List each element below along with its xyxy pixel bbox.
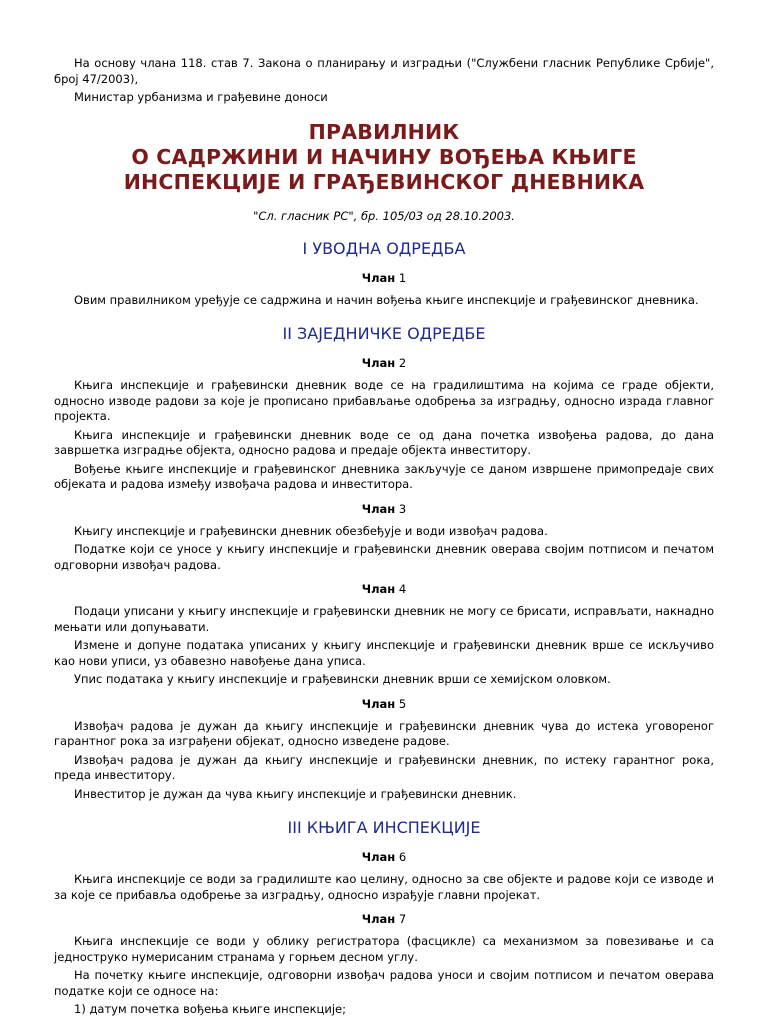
article-word: Члан: [361, 270, 396, 285]
article-heading: [54, 912, 714, 927]
article-paragraph: Подаци уписани у књигу инспекције и грађевински дневник не могу се брисати, исправљати, накнадно мењати или допуњавати.: [54, 604, 714, 634]
article-word: Члан: [361, 582, 396, 596]
intro-paragraph: Министар урбанизма и грађевине доноси: [74, 90, 328, 104]
article-number: 3: [398, 501, 407, 516]
article-heading: [54, 271, 714, 286]
article-paragraph: Измене и допуне података уписаних у књигу инспекције и грађевински дневник врше се искључиво као нови уписи, уз обавезно навођење дана уписа.: [54, 638, 714, 668]
article-number: 1: [398, 270, 407, 285]
section-heading: II ЗАЈЕДНИЧКЕ ОДРЕДБЕ: [282, 324, 486, 343]
article-heading: [54, 850, 714, 865]
document-page: [54, 56, 714, 1018]
article-heading: [54, 356, 714, 371]
article-number: 4: [398, 582, 407, 596]
article-paragraph: Вођење књиге инспекције и грађевинског дневника закључује се даном извршене примопредаје свих објеката и радова између извођача радова и инвеститора.: [54, 461, 714, 491]
article-number: 7: [398, 912, 407, 926]
article-heading: [54, 697, 714, 712]
article-paragraph: Књига инспекције и грађевински дневник воде се од дана почетка извођења радова, до дана завршетка изградње објекта, односно радова и предаје објекта инвеститору.: [54, 427, 714, 457]
title-line: О САДРЖИНИ И НАЧИНУ ВОЂЕЊА КЊИГЕ: [131, 144, 637, 169]
document-title: [54, 120, 714, 195]
article-paragraph: Инвеститор је дужан да чува књигу инспекције и грађевински дневник.: [74, 786, 517, 801]
article-word: Члан: [361, 912, 396, 926]
article-paragraph: На почетку књиге инспекције, одговорни извођач радова уноси и својим потписом и печатом оверава податке који се односе на:: [54, 968, 714, 998]
title-line: ИНСПЕКЦИЈЕ И ГРАЂЕВИНСКОГ ДНЕВНИКА: [123, 169, 645, 194]
gazette-reference: "Сл. гласник РС", бр. 105/03 од 28.10.2003.: [253, 208, 515, 223]
section-heading: III КЊИГА ИНСПЕКЦИЈЕ: [287, 818, 481, 837]
article-paragraph: Књига инспекције и грађевински дневник воде се на градилиштима на којима се граде објекти, односно изводе радови за које је прописано прибављање одобрења за изградњу, односно израда главног пројекта.: [54, 378, 714, 423]
article-word: Члан: [361, 696, 396, 711]
article-number: 6: [398, 850, 407, 864]
article-number: 5: [398, 696, 407, 711]
article-word: Члан: [361, 501, 396, 516]
article-paragraph: Књига инспекције се води за градилиште као целину, односно за све објекте и радове који се изводе и за које се прибавља одобрење за изградњу, односно израђује главни пројекат.: [54, 872, 714, 902]
section-heading: I УВОДНА ОДРЕДБА: [302, 238, 466, 258]
article-paragraph: Књига инспекције се води у облику регистратора (фасцикле) са механизмом за повезивање и са једнострукo нумерисаним странама у горњем десном углу.: [54, 934, 714, 964]
document-body: [54, 239, 714, 1018]
article-word: Члан: [361, 356, 396, 370]
article-paragraph: Књигу инспекције и грађевински дневник обезбеђује и води извођач радова.: [74, 523, 548, 538]
article-paragraph: Овим правилником уређује се садржина и начин вођења књиге инспекције и грађевинског дневника.: [74, 292, 699, 307]
intro-paragraph: На основу члана 118. став 7. Закона о планирању и изградњи ("Службени гласник Републике Србије", број 47/2003),: [54, 56, 714, 86]
article-heading: [54, 502, 714, 517]
article-paragraph: 1) датум почетка вођења књиге инспекције;: [74, 1002, 347, 1016]
article-paragraph: Податке који се уносе у књигу инспекције и грађевински дневник оверава својим потписом и печатом одговорни извођач радова.: [54, 542, 714, 572]
article-number: 2: [398, 356, 407, 370]
title-line: ПРАВИЛНИК: [308, 119, 460, 144]
article-heading: [54, 582, 714, 597]
article-paragraph: Извођач радова је дужан да књигу инспекције и грађевински дневник, по истеку гарантног рока, преда инвеститору.: [54, 752, 714, 782]
article-paragraph: Упис података у књигу инспекције и грађевински дневник врши се хемијском оловком.: [74, 672, 611, 686]
article-paragraph: Извођач радова је дужан да књигу инспекције и грађевински дневник чува до истека уговореног гарантног рока за изграђени објекат, односно изведене радове.: [54, 718, 714, 748]
article-word: Члан: [361, 850, 396, 864]
